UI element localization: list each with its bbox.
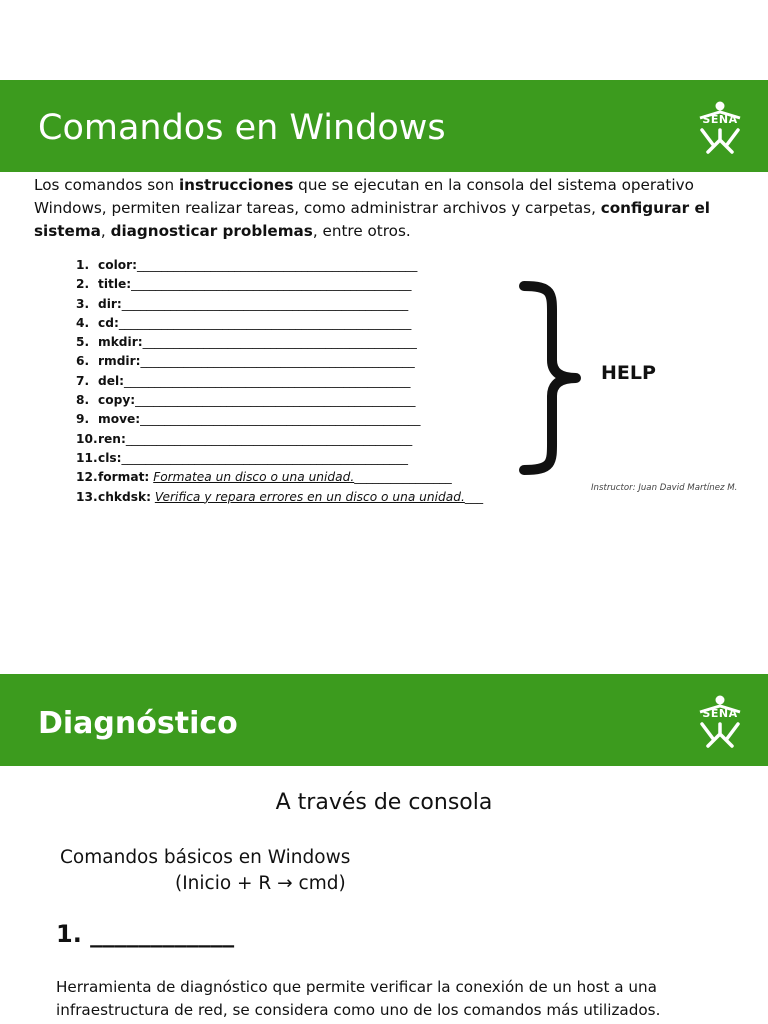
command-row (76, 256, 516, 275)
command-blank: _____________________________________________ (140, 354, 415, 369)
command-row (76, 468, 516, 487)
command-description: Formatea un disco o una unidad. (153, 470, 355, 485)
command-name: cd: (98, 315, 119, 330)
intro-bold-1: instrucciones (178, 176, 294, 194)
intro-text-3: , (100, 222, 111, 240)
help-label: HELP (601, 362, 656, 384)
command-blank: ______________________________________________ (135, 393, 416, 408)
intro-paragraph (34, 174, 714, 243)
intro-text-1: Los comandos son (34, 176, 179, 194)
slide-title-2: Diagnóstico (38, 706, 238, 741)
basic-commands-title: Comandos básicos en Windows (60, 847, 351, 868)
command-name: rmdir: (98, 354, 141, 369)
question-description: Herramienta de diagnóstico que permite verificar la conexión de un host a una infraestructura de red, se considera como uno de los comandos más utilizados. (56, 978, 661, 1019)
command-name: dir: (98, 296, 122, 311)
header-banner-2 (0, 674, 768, 766)
command-row (76, 275, 516, 294)
header-banner-1 (0, 80, 768, 172)
command-blank: _____________________________________________ (142, 335, 417, 350)
command-blank: _______________________________________________ (121, 296, 409, 311)
command-number: 1. (76, 258, 90, 272)
command-blank: ______________________________________________ (137, 258, 418, 272)
command-number: 12. (76, 470, 98, 485)
command-name: color: (98, 258, 138, 272)
command-row (76, 372, 516, 391)
command-row (76, 410, 516, 429)
command-number: 11. (76, 450, 98, 465)
command-blank: _______________________________________________ (125, 431, 413, 446)
command-number: 4. (76, 315, 90, 330)
intro-text-2: que se ejecutan en la consola del sistema operativo Windows, permiten realizar tareas, como administrar archivos y carpetas, (34, 176, 694, 217)
command-blank: ______________________________________________ (131, 277, 412, 292)
command-name: mkdir: (98, 335, 143, 350)
command-blank: _______________________________________________ (121, 450, 408, 465)
command-description: Verifica y repara errores en un disco o una unidad. (154, 489, 465, 504)
sena-logo-text: SENA (702, 113, 738, 126)
command-name: format: (98, 470, 150, 485)
command-row (76, 430, 516, 449)
command-name: ren: (98, 431, 126, 446)
command-row (76, 449, 516, 468)
command-name: del: (98, 373, 125, 388)
command-number: 8. (76, 393, 90, 408)
slide-subtitle: A través de consola (275, 790, 493, 815)
right-brace-icon (514, 280, 584, 476)
command-name: chkdsk: (98, 489, 151, 504)
basic-commands-path: (Inicio + R → cmd) (175, 873, 346, 894)
command-row (76, 295, 516, 314)
slide-title-1: Comandos en Windows (38, 108, 446, 148)
sena-logo-icon (694, 100, 746, 154)
sena-logo-text: SENA (702, 707, 738, 720)
command-list (76, 256, 516, 507)
question-number: 1. ____________ (56, 920, 235, 948)
command-number: 2. (76, 277, 90, 292)
command-number: 3. (76, 296, 90, 311)
command-number: 9. (76, 412, 90, 427)
command-row (76, 352, 516, 371)
command-number: 10. (76, 431, 98, 446)
command-blank: ________________ (354, 470, 452, 485)
command-blank: ______________________________________________ (140, 412, 421, 427)
instructor-credit: Instructor: Juan David Martínez M. (591, 483, 738, 493)
command-row (76, 391, 516, 410)
command-row (76, 488, 516, 507)
command-blank: ___ (464, 489, 484, 504)
command-name: move: (98, 412, 141, 427)
command-number: 13. (76, 489, 98, 504)
command-row (76, 333, 516, 352)
command-row (76, 314, 516, 333)
command-name: cls: (98, 450, 122, 465)
command-blank: ________________________________________________ (118, 315, 412, 330)
command-name: title: (98, 277, 132, 292)
sena-logo-icon (694, 694, 746, 748)
command-name: copy: (98, 393, 136, 408)
intro-bold-2: configurar el sistema (34, 199, 710, 240)
intro-text-4: , entre otros. (312, 222, 411, 240)
intro-bold-3: diagnosticar problemas (110, 222, 313, 240)
command-number: 5. (76, 335, 90, 350)
command-number: 7. (76, 373, 90, 388)
command-number: 6. (76, 354, 90, 369)
command-blank: _______________________________________________ (124, 373, 411, 388)
